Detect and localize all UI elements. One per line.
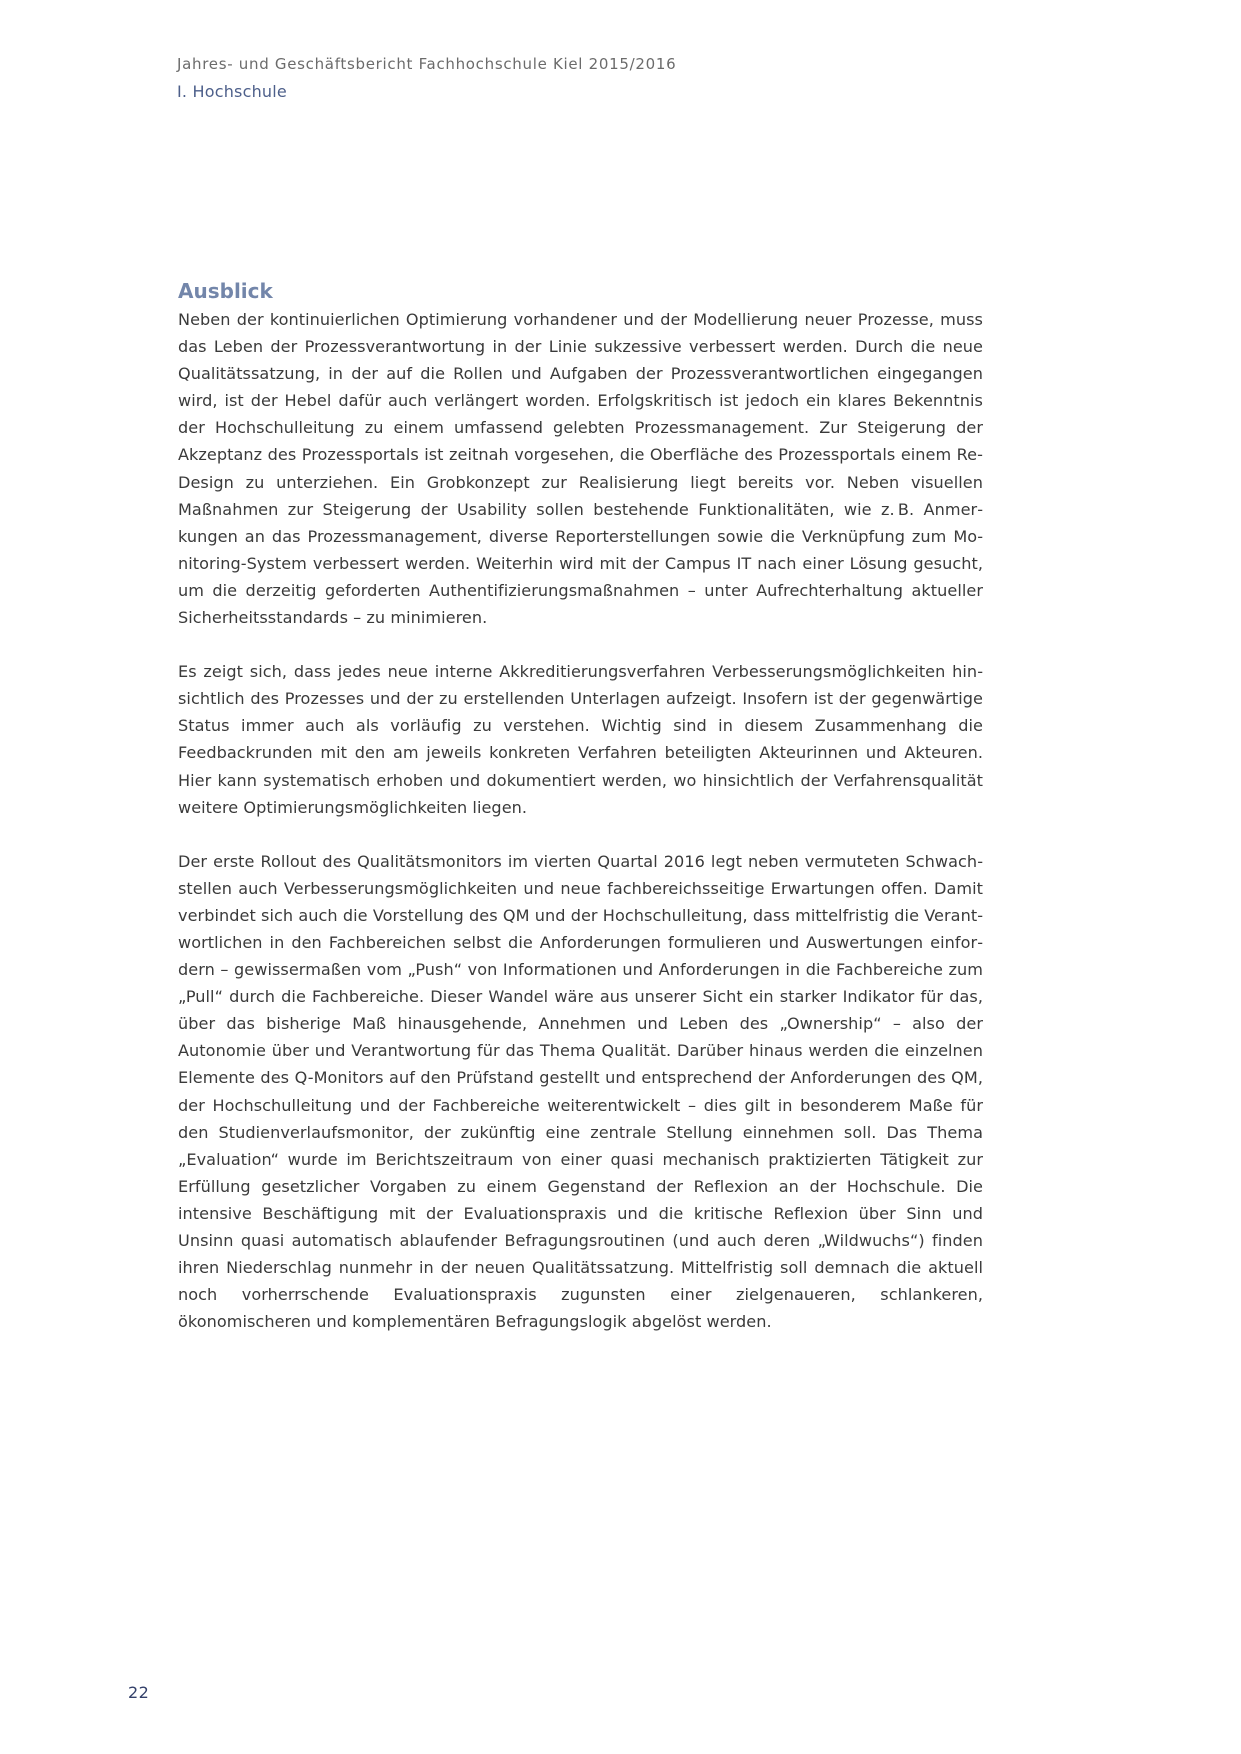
section-heading: Ausblick — [178, 279, 273, 303]
paragraph-2: Es zeigt sich, dass jedes neue interne Akkreditierungsverfahren Verbesserungsmöglichkeiten hinsichtlich des Prozesses und der zu erstellenden Unterlagen aufzeigt. Insofern ist der gegenwärtige Status immer auch als vorläufig zu verstehen. Wichtig sind in diesem Zusammenhang die Feedbackrunden mit den am jeweils konkreten Verfahren beteiligten Akteurinnen und Akteuren. Hier kann systematisch erhoben und dokumentiert werden, wo hinsichtlich der Verfahrensqualität weitere Optimierungsmöglichkeiten liegen. — [178, 662, 983, 817]
main-content — [178, 276, 983, 1362]
report-title: Jahres- und Geschäftsbericht Fachhochschule Kiel 2015/2016 — [177, 55, 677, 73]
page-number: 22 — [128, 1683, 150, 1702]
chapter-label: I. Hochschule — [177, 82, 287, 101]
paragraph-3: Der erste Rollout des Qualitätsmonitors im vierten Quartal 2016 legt neben vermuteten Schwachstellen auch Verbesserungsmöglichkeiten und neue fachbereichsseitige Erwartungen offen. Damit verbindet sich auch die Vorstellung des QM und der Hochschulleitung, dass mittelfristig die Verantwortlichen in den Fachbereichen selbst die Anforderungen formulieren und Auswertungen einfordern – gewissermaßen vom „Push“ von Informationen und Anforderungen in die Fachbereiche zum „Pull“ durch die Fachbereiche. Dieser Wandel wäre aus unserer Sicht ein starker Indikator für das, über das bisherige Maß hinausgehende, Annehmen und Leben des „Ownership“ – also der Autonomie über und Verantwortung für das Thema Qualität. Darüber hinaus werden die einzelnen Elemente des Q-Monitors auf den Prüfstand gestellt und entsprechend der Anforderungen des QM, der Hochschulleitung und der Fachbereiche weiterentwickelt – dies gilt in besonderem Maße für den Studienverlaufsmonitor, der zukünftig eine zentrale Stellung einnehmen soll. Das Thema „Evaluation“ wurde im Berichtszeitraum von einer quasi mechanisch praktizierten Tätigkeit zur Erfüllung gesetzlicher Vorgaben zu einem Gegenstand der Reflexion an der Hochschule. Die intensive Beschäftigung mit der Evaluationspraxis und die kritische Reflexion über Sinn und Unsinn quasi automatisch ablaufender Befragungsroutinen (und auch deren „Wildwuchs“) finden ihren Niederschlag nunmehr in der neuen Qualitätssatzung. Mittelfristig soll demnach die aktuell noch vorherrschende Evaluationspraxis zugunsten einer zielgenaueren, schlankeren, ökonomischeren und komplementären Befragungslogik abgelöst werden. — [178, 851, 983, 1332]
paragraph-1: Neben der kontinuierlichen Optimierung vorhandener und der Modellierung neuer Prozesse, muss das Leben der Prozessverantwortung in der Linie sukzessive verbessert werden. Durch die neue Qualitätssatzung, in der auf die Rollen und Aufgaben der Prozessverantwortlichen eingegangen wird, ist der Hebel dafür auch verlängert worden. Erfolgskritisch ist jedoch ein klares Bekenntnis der Hochschulleitung zu einem umfassend gelebten Prozessmanagement. Zur Steigerung der Akzeptanz des Prozessportals ist zeitnah vorgesehen, die Oberfläche des Prozessportals einem Re-Design zu unterziehen. Ein Grobkonzept zur Realisierung liegt bereits vor. Neben visuellen Maßnahmen zur Steigerung der Usability sollen bestehende Funktionalitäten, wie z. B. Anmerkungen an das Prozessmanagement, diverse Reporterstellungen sowie die Verknüpfung zum Monitoring-System verbessert werden. Weiterhin wird mit der Campus IT nach einer Lösung gesucht, um die derzeitig geforderten Authentifizierungsmaßnahmen – unter Aufrechterhaltung aktueller Sicherheitsstandards – zu minimieren. — [178, 310, 983, 628]
running-header — [177, 50, 1077, 106]
